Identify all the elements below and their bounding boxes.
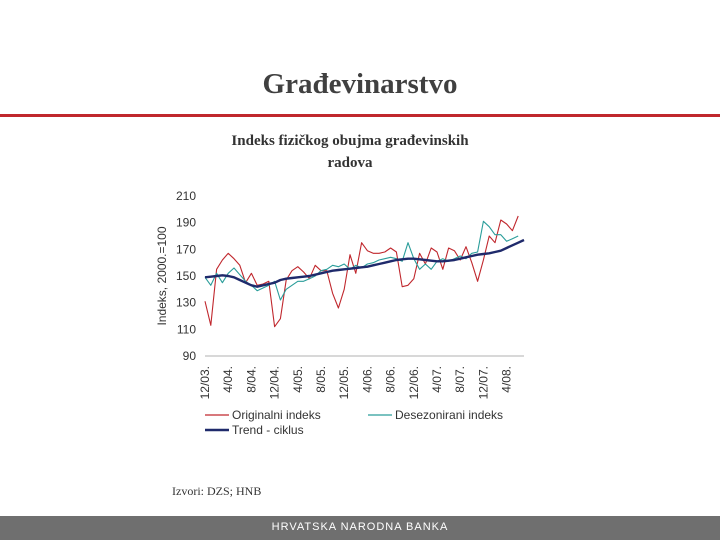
chart-legend xyxy=(205,408,503,437)
x-tick-label: 4/08. xyxy=(499,366,514,393)
x-tick-label: 12/05. xyxy=(337,366,352,400)
chart-series xyxy=(205,216,524,327)
y-tick-label: 190 xyxy=(175,215,196,230)
x-tick-label: 8/04. xyxy=(244,366,259,393)
line-chart xyxy=(150,185,540,450)
legend-entry: Desezonirani indeks xyxy=(395,408,504,422)
source-note: Izvori: DZS; HNB xyxy=(172,484,262,498)
y-tick-label: 90 xyxy=(182,349,196,363)
y-axis xyxy=(155,189,196,363)
x-tick-label: 12/04. xyxy=(267,366,282,400)
legend-entry: Originalni indeks xyxy=(232,408,321,422)
chart-title-line-1: Indeks fizičkog obujma građevinskih xyxy=(231,133,469,149)
chart-title xyxy=(190,130,510,174)
x-tick-label: 8/07. xyxy=(453,366,468,393)
x-tick-label: 4/07. xyxy=(430,366,444,393)
chart-title-line-2: radova xyxy=(327,155,373,171)
legend-entry: Trend - ciklus xyxy=(232,423,304,437)
y-tick-label: 150 xyxy=(175,269,196,283)
y-tick-label: 170 xyxy=(175,242,196,257)
y-tick-label: 130 xyxy=(175,295,196,310)
series-line-1 xyxy=(205,216,518,327)
x-tick-label: 12/06. xyxy=(406,366,421,400)
x-tick-label: 4/06. xyxy=(360,366,375,393)
slide-title: Građevinarstvo xyxy=(262,68,458,100)
x-tick-label: 4/04. xyxy=(221,366,236,393)
y-tick-label: 210 xyxy=(175,189,196,203)
footer-bar xyxy=(0,516,720,540)
x-axis xyxy=(198,356,524,399)
x-tick-label: 12/03. xyxy=(198,366,212,400)
title-divider xyxy=(0,114,720,117)
x-tick-label: 8/05. xyxy=(314,366,328,393)
x-tick-label: 12/07. xyxy=(476,366,491,400)
y-tick-label: 110 xyxy=(176,322,196,337)
x-tick-label: 8/06. xyxy=(383,366,398,393)
footer-bank-name: HRVATSKA NARODNA BANKA xyxy=(271,521,449,533)
y-axis-label: Indeks, 2000.=100 xyxy=(155,226,169,326)
x-tick-label: 4/05. xyxy=(290,366,305,393)
